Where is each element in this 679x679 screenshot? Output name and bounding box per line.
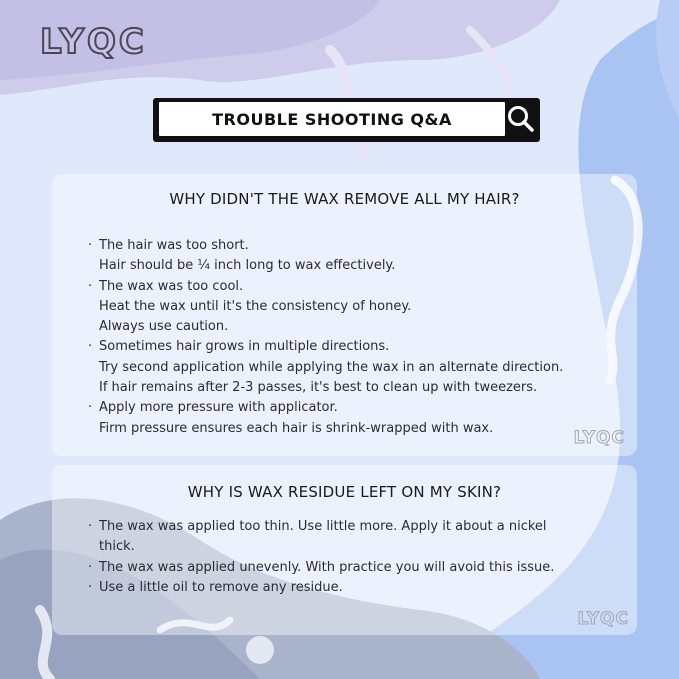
answer-text: The hair was too short.	[99, 238, 249, 253]
bullet: ·	[88, 519, 93, 534]
answer-list	[88, 236, 617, 439]
section-title: WHY DIDN'T THE WAX REMOVE ALL MY HAIR?	[169, 190, 520, 208]
search-bar[interactable]	[153, 98, 540, 142]
bullet: ·	[88, 400, 93, 416]
answer-list	[88, 517, 617, 598]
answer-detail: If hair remains after 2-3 passes, it's best to clean up with tweezers.	[99, 380, 538, 396]
list-item	[88, 277, 617, 338]
answer-detail: Hair should be ¼ inch long to wax effectively.	[99, 258, 396, 274]
brand-logo: LYQC	[40, 22, 147, 62]
list-item	[88, 578, 617, 598]
bullet: ·	[88, 278, 93, 294]
answer-text: Use a little oil to remove any residue.	[99, 579, 343, 595]
bullet: ·	[88, 339, 93, 355]
search-field[interactable]: TROUBLE SHOOTING Q&A	[159, 102, 505, 136]
answer-text: Sometimes hair grows in multiple directions.	[99, 339, 390, 355]
answer-text: The wax was applied unevenly. With practice you will avoid this issue.	[99, 559, 555, 575]
list-item	[88, 398, 617, 439]
answer-detail: Heat the wax until it's the consistency of honey.	[99, 298, 412, 314]
search-icon[interactable]	[506, 104, 536, 134]
answer-detail: Always use caution.	[99, 319, 229, 335]
bullet: ·	[88, 579, 93, 595]
qa-card-hair-removal	[52, 174, 637, 456]
bullet: ·	[88, 238, 93, 253]
section-title: WHY IS WAX RESIDUE LEFT ON MY SKIN?	[187, 483, 502, 501]
watermark-logo: LYQC	[573, 428, 625, 448]
qa-card-wax-residue	[52, 465, 637, 635]
list-item	[88, 517, 617, 558]
list-item	[88, 337, 617, 398]
answer-detail: Try second application while applying the wax in an alternate direction.	[99, 359, 564, 375]
list-item	[88, 236, 617, 277]
list-item	[88, 558, 617, 578]
watermark-logo: LYQC	[577, 609, 629, 629]
bullet: ·	[88, 559, 93, 575]
answer-detail: Firm pressure ensures each hair is shrink-wrapped with wax.	[99, 420, 494, 436]
answer-text: Apply more pressure with applicator.	[99, 400, 338, 416]
answer-detail: thick.	[99, 539, 135, 555]
answer-text: The wax was applied too thin. Use little more. Apply it about a nickel	[99, 519, 547, 534]
answer-text: The wax was too cool.	[99, 278, 244, 294]
